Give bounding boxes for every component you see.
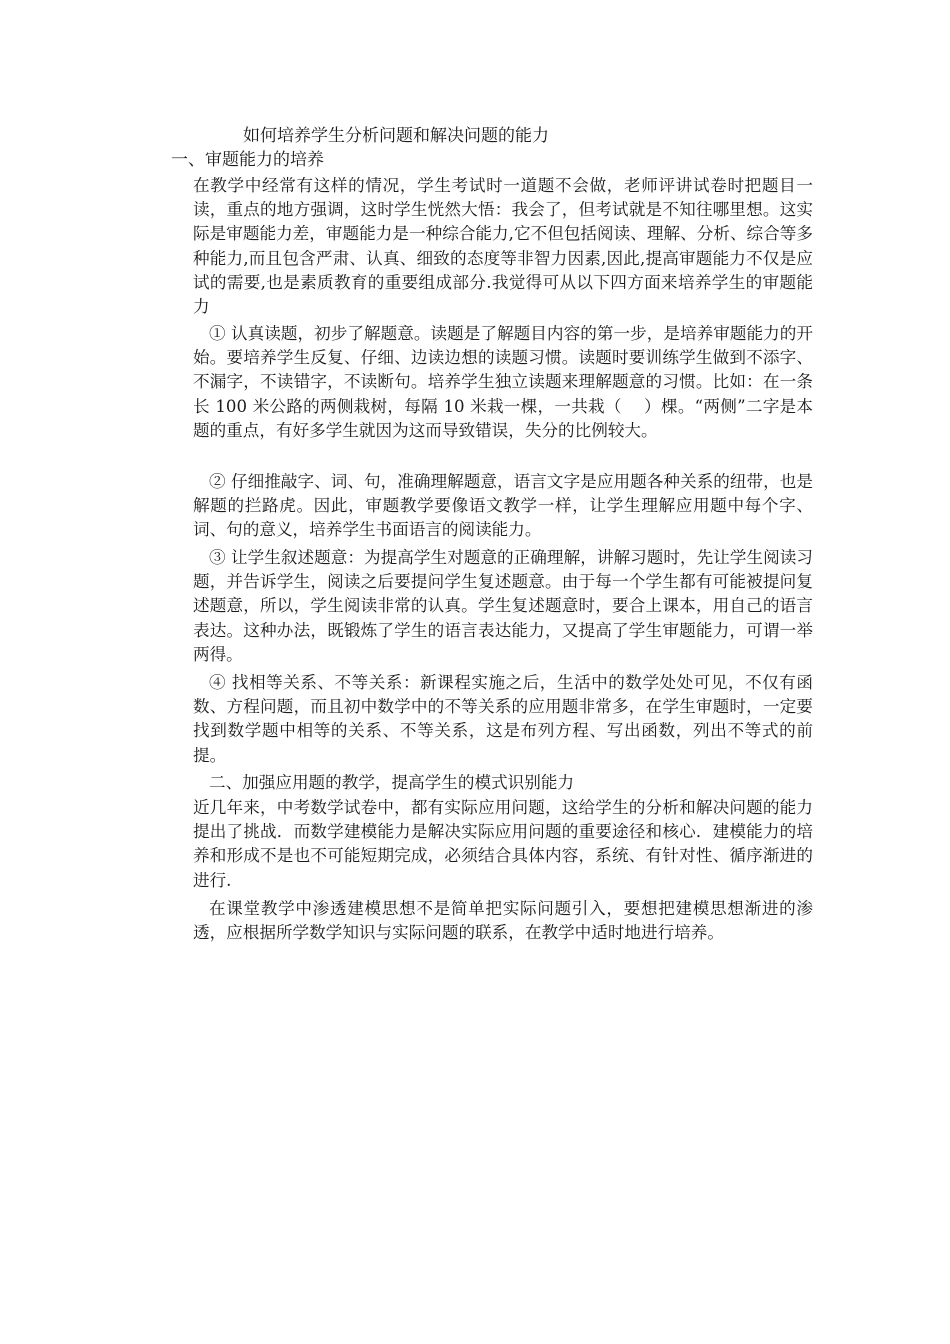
intro-paragraph: 在教学中经常有这样的情况，学生考试时一道题不会做，老师评讲试卷时把题目一读，重点的地方强调，这时学生恍然大悟：我会了，但考试就是不知往哪里想。这实际是审题能力差，审题能力是一种综合能力,它不但包括阅读、理解、分析、综合等多种能力,而且包含严肃、认真、细致的态度等非智力因素,因此,提高审题能力不仅是应试的需要,也是素质教育的重要组成部分.我觉得可从以下四方面来培养学生的审题能力 xyxy=(193,176,813,317)
item1-paragraph: ① 认真读题，初步了解题意。读题是了解题目内容的第一步，是培养审题能力的开始。要培养学生反复、仔细、边读边想的读题习惯。读题时要训练学生做到不添字、不漏字，不读错字，不读断句。培养学生独立读题来理解题意的习惯。比如：在一条长 100 米公路的两侧栽树，每隔 10 米栽一棵，一共栽（ ）棵。“两侧”二字是本题的重点，有好多学生就因为这而导致错误，失分的比例较大。 xyxy=(193,324,813,440)
section1-heading: 一、审题能力的培养 xyxy=(171,150,324,170)
section2-paragraph: 近几年来，中考数学试卷中，都有实际应用问题，这给学生的分析和解决问题的能力提出了挑战．而数学建模能力是解决实际应用问题的重要途径和核心．建模能力的培养和形成不是也不可能短期完成，必须结合具体内容，系统、有针对性、循序渐进的进行. xyxy=(193,798,813,890)
item2-paragraph: ② 仔细推敲字、词、句，准确理解题意，语言文字是应用题各种关系的纽带，也是解题的拦路虎。因此，审题教学要像语文教学一样，让学生理解应用题中每个字、词、句的意义，培养学生书面语言的阅读能力。 xyxy=(193,472,813,540)
section2-heading: 二、加强应用题的教学，提高学生的模式识别能力 xyxy=(209,773,575,792)
document-title: 如何培养学生分析问题和解决问题的能力 xyxy=(243,126,549,146)
closing-paragraph: 在课堂教学中渗透建模思想不是简单把实际问题引入，要想把建模思想渐进的渗透，应根据所学数学知识与实际问题的联系，在教学中适时地进行培养。 xyxy=(193,899,813,943)
item4-paragraph: ④ 找相等关系、不等关系：新课程实施之后，生活中的数学处处可见，不仅有函数、方程问题，而且初中数学中的不等关系的应用题非常多，在学生审题时，一定要找到数学题中相等的关系、不等关系，这是布列方程、写出函数，列出不等式的前提。 xyxy=(193,673,813,765)
item3-paragraph: ③ 让学生叙述题意：为提高学生对题意的正确理解，讲解习题时，先让学生阅读习题，并告诉学生，阅读之后要提问学生复述题意。由于每一个学生都有可能被提问复述题意，所以，学生阅读非常的认真。学生复述题意时，要合上课本，用自己的语言表达。这种办法，既锻炼了学生的语言表达能力，又提高了学生审题能力，可谓一举两得。 xyxy=(193,548,813,664)
